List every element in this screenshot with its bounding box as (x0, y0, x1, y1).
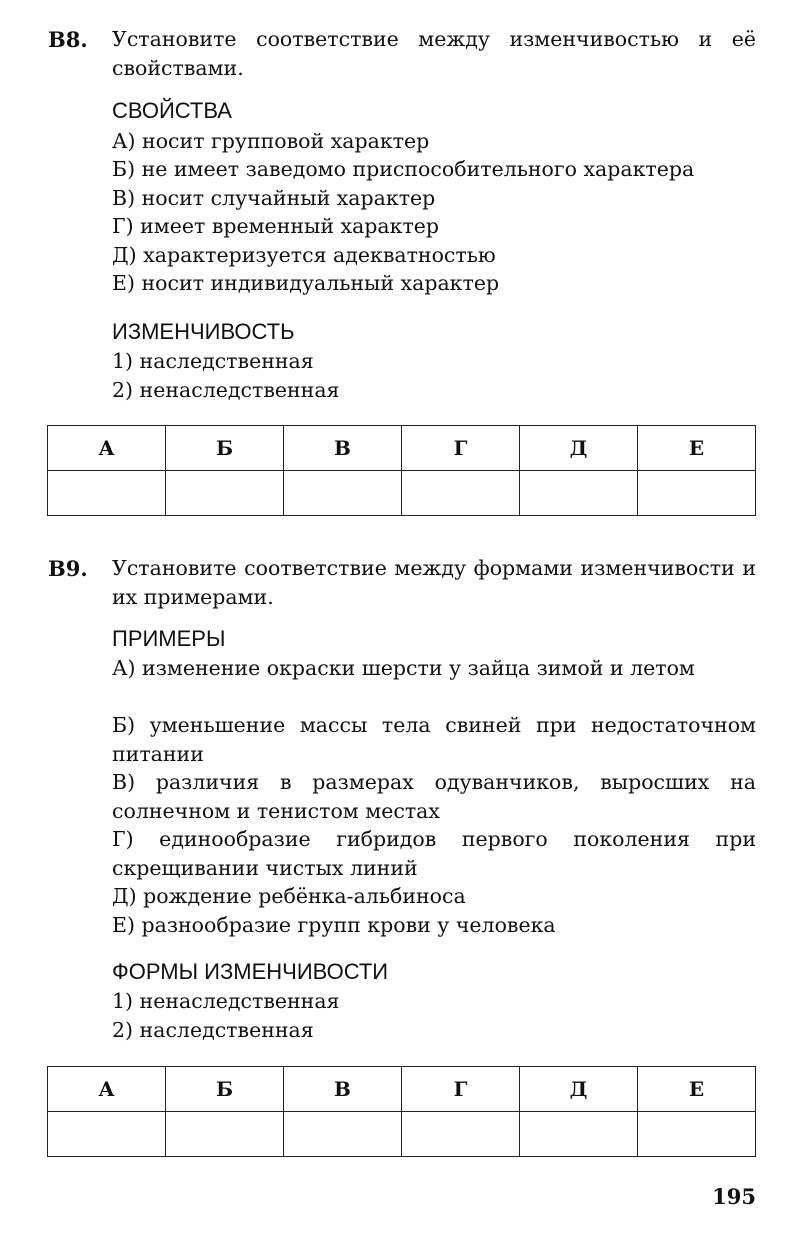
page-number: 195 (712, 1184, 756, 1209)
property-item: Е) носит индивидуальный характер (112, 271, 500, 295)
properties-heading: СВОЙСТВА (112, 98, 232, 123)
example-item: В) различия в размерах одуванчиков, выросших на солнечном и тенистом местах (112, 770, 756, 823)
variability-heading: ИЗМЕНЧИВОСТЬ (112, 319, 295, 344)
answer-column-header: Б (166, 1067, 284, 1112)
property-item: А) носит групповой характер (112, 129, 430, 153)
answer-input-row (48, 471, 756, 516)
answer-column-header: В (284, 426, 402, 471)
answer-column-header: Е (638, 1067, 756, 1112)
answer-column-header: Д (520, 426, 638, 471)
example-item: А) изменение окраски шерсти у зайца зимой и летом (112, 656, 695, 680)
answer-column-header: Б (166, 426, 284, 471)
property-item: В) носит случайный характер (112, 186, 436, 210)
answer-cell[interactable] (638, 1112, 756, 1157)
answer-cell[interactable] (520, 1112, 638, 1157)
task-stem-b8: Установите соответствие между изменчивостью и её свойствами. (112, 27, 756, 80)
property-item: Д) характеризуется адекватностью (112, 243, 496, 267)
answer-table-header-row (48, 426, 756, 471)
answer-input-row (48, 1112, 756, 1157)
answer-column-header: А (48, 1067, 166, 1112)
answer-table-b8 (47, 425, 756, 516)
answer-cell[interactable] (166, 1112, 284, 1157)
example-item: Б) уменьшение массы тела свиней при недостаточном питании (112, 713, 756, 766)
answer-table-b9 (47, 1066, 756, 1157)
form-option: 1) ненаследственная (112, 989, 340, 1013)
form-option: 2) наследственная (112, 1018, 314, 1042)
answer-column-header: А (48, 426, 166, 471)
answer-cell[interactable] (48, 471, 166, 516)
answer-table-header-row (48, 1067, 756, 1112)
answer-cell[interactable] (284, 471, 402, 516)
answer-column-header: В (284, 1067, 402, 1112)
answer-column-header: Е (638, 426, 756, 471)
property-item: Б) не имеет заведомо приспособительного характера (112, 157, 695, 181)
answer-cell[interactable] (166, 471, 284, 516)
variability-option: 1) наследственная (112, 349, 314, 373)
answer-cell[interactable] (520, 471, 638, 516)
task-number-b9: В9. (48, 556, 88, 581)
answer-column-header: Д (520, 1067, 638, 1112)
task-stem-b9: Установите соответствие между формами изменчивости и их примерами. (112, 556, 756, 609)
answer-column-header: Г (402, 426, 520, 471)
variability-option: 2) ненаследственная (112, 378, 340, 402)
example-item: Г) единообразие гибридов первого поколения при скрещивании чистых линий (112, 827, 756, 880)
answer-cell[interactable] (638, 471, 756, 516)
answer-cell[interactable] (402, 471, 520, 516)
answer-cell[interactable] (402, 1112, 520, 1157)
example-item: Д) рождение ребёнка-альбиноса (112, 884, 466, 908)
answer-cell[interactable] (48, 1112, 166, 1157)
forms-heading: ФОРМЫ ИЗМЕНЧИВОСТИ (112, 959, 389, 984)
task-number-b8: В8. (48, 27, 88, 52)
answer-column-header: Г (402, 1067, 520, 1112)
example-item: Е) разнообразие групп крови у человека (112, 913, 556, 937)
property-item: Г) имеет временный характер (112, 214, 440, 238)
answer-cell[interactable] (284, 1112, 402, 1157)
examples-heading: ПРИМЕРЫ (112, 626, 226, 651)
